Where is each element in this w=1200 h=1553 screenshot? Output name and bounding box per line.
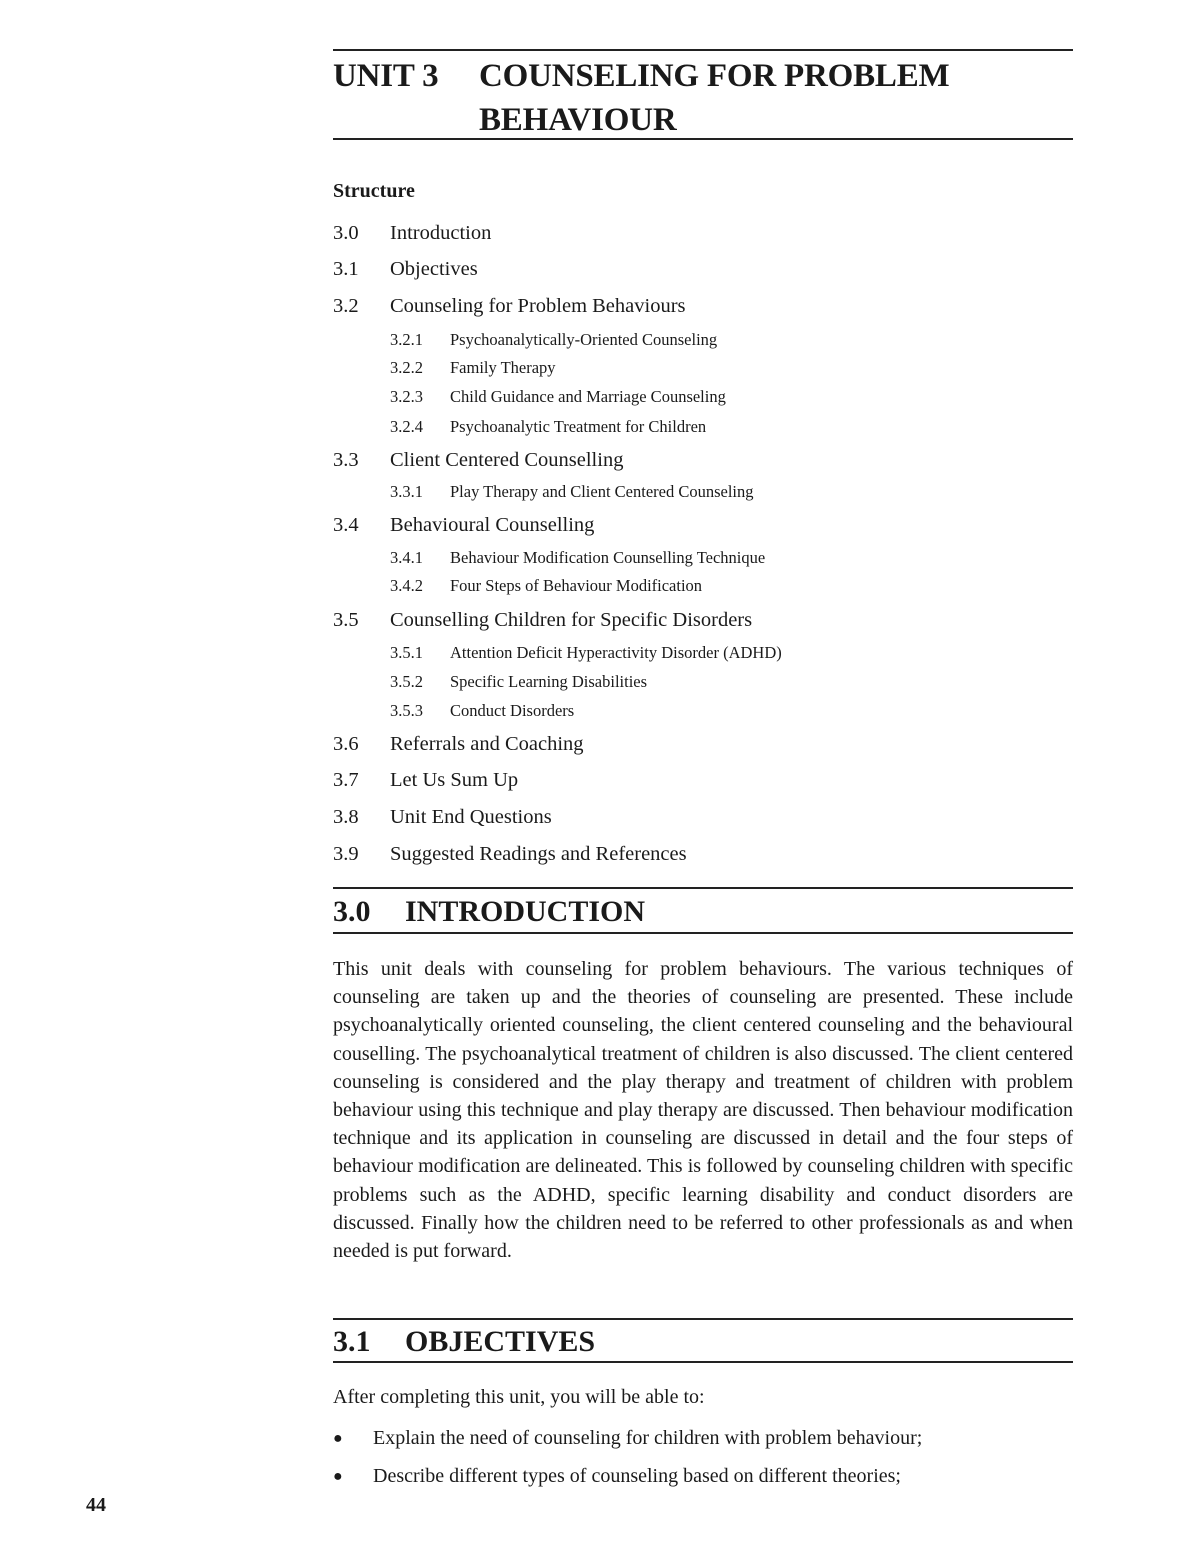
title-bottom-rule	[333, 138, 1073, 140]
section-bottom-rule	[333, 932, 1073, 934]
top-rule	[333, 49, 1073, 51]
structure-label: Structure	[333, 180, 415, 202]
bullet-icon: ●	[333, 1430, 343, 1447]
section-top-rule	[333, 887, 1073, 889]
page-number: 44	[86, 1494, 106, 1516]
section-top-rule	[333, 1318, 1073, 1320]
section-bottom-rule	[333, 1361, 1073, 1363]
objectives-lead: After completing this unit, you will be able to:	[333, 1386, 705, 1408]
unit-number: UNIT 3	[333, 58, 439, 94]
unit-title-text: COUNSELING FOR PROBLEM BEHAVIOUR	[479, 58, 950, 138]
introduction-paragraph: This unit deals with counseling for problem behaviours. The various techniques of counseling are taken up and the theories of counseling are presented. These include psychoanalytically oriented counseling, the client centered counseling and the behavioural couselling. The psychoanalytical treatment of children is also discussed. The client centered counseling is considered and the play therapy and treatment of children with problem behaviour using this technique and play therapy are discussed. Then behaviour modification technique and its application in counseling are discussed in detail and the four steps of behaviour modification are delineated. This is followed by counseling children with specific problems such as the ADHD, specific learning disability and conduct disorders are discussed. Finally how the children need to be referred to other professionals as and when needed is put forward.	[333, 958, 1073, 1263]
bullet-icon: ●	[333, 1468, 343, 1485]
